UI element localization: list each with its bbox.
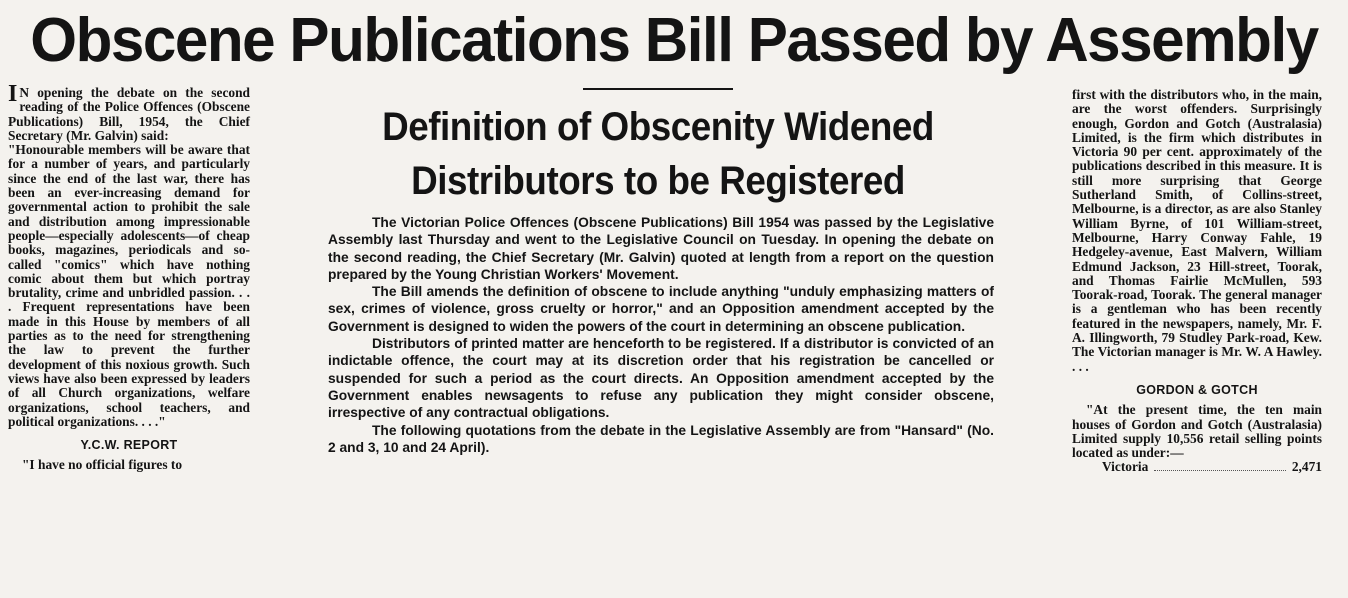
deck-line-2: Distributors to be Registered	[411, 159, 905, 203]
listing-leader-dots	[1154, 460, 1286, 470]
left-subhead: Y.C.W. REPORT	[80, 438, 178, 453]
center-deck	[320, 82, 996, 208]
left-paragraph-1	[8, 81, 250, 143]
listing-state: Victoria	[1102, 459, 1149, 475]
right-column	[1072, 88, 1322, 475]
summary-paragraph-1: The Victorian Police Offences (Obscene Publications) Bill 1954 was passed by the Legislative Assembly last Thursday and went to the Legislative Council on Tuesday. In opening the debate on the second reading, the Chief Secretary (Mr. Galvin) quoted at length from a report on the question prepared by the Young Christian Workers' Movement.	[328, 215, 994, 282]
right-paragraph-2: "At the present time, the ten main houses of Gordon and Gotch (Australasia) Limited supply 10,556 retail selling points located as under:—	[1072, 402, 1322, 461]
left-paragraph-1-text: N opening the debate on the second reading of the Police Offences (Obscene Publications) Bill, 1954, the Chief Secretary (Mr. Galvin) said:	[8, 85, 250, 143]
headline: Obscene Publications Bill Passed by Assembly	[30, 6, 1318, 75]
summary-paragraph-2: The Bill amends the definition of obscene to include anything "unduly emphasizing matters of sex, crimes of violence, gross cruelty or horror," and an Opposition amendment accepted by the Government is designed to widen the powers of the court in determining an obscene publication.	[328, 284, 994, 334]
left-paragraph-3: "I have no official figures to	[22, 457, 183, 473]
left-column	[8, 81, 250, 473]
deck-rule	[583, 88, 733, 90]
listing-row	[1072, 460, 1322, 474]
listing-count: 2,471	[1291, 459, 1322, 475]
summary	[328, 214, 994, 456]
left-paragraph-2: "Honourable members will be aware that for a number of years, and particularly since the end of the last war, there has been an ever-increasing demand for governmental action to prohibit the sale and distribution among impressionable people—especially adolescents—of cheap books, magazines, periodicals and so-called "comics" which have nothing comic about them but which portray brutality, crime and unbridled passion. . . . Frequent representations have been made in this House by members of all parties as to the need for strengthening the law to prevent the further development of this noxious growth. Such views have also been expressed by leaders of all Church organizations, welfare organizations, school teachers, and political organizations. . . ."	[8, 142, 250, 429]
right-subhead: GORDON & GOTCH	[1136, 382, 1258, 397]
deck-line-1: Definition of Obscenity Widened	[382, 105, 934, 149]
summary-paragraph-4: The following quotations from the debate in the Legislative Assembly are from "Hansard" (No. 2 and 3, 10 and 24 April).	[328, 422, 994, 455]
summary-paragraph-3: Distributors of printed matter are henceforth to be registered. If a distributor is convicted of an indictable offence, the court may at its discretion order that his registration be cancelled or suspended for such a period as the court directs. An Opposition amendment accepted by the Government enables newsagents to refuse any publication they might consider obscene, irrespective of any contractual obligations.	[328, 336, 994, 421]
drop-cap: I	[8, 81, 18, 107]
right-paragraph-1: first with the distributors who, in the main, are the worst offenders. Surprisingly enough, Gordon and Gotch (Australasia) Limited, is the firm which distributes in Victoria 90 per cent. approximately of the publications described in this measure. It is still more surprising that George Sutherland Smith, of Collins-street, Melbourne, is a director, as are also Stanley William Byrne, of 101 William-street, Melbourne, Harry Conway Fahle, 19 Hedgeley-avenue, East Malvern, William Edmund Jackson, 23 Hill-street, Toorak, and Thomas Fairlie McMullen, 593 Toorak-road, Toorak. The general manager is a gentleman who has been recently featured in the newspapers, namely, Mr. F. A. Illingworth, 79 Studley Park-road, Kew. The Victorian manager is Mr. W. A Hawley. . . .	[1072, 87, 1322, 374]
